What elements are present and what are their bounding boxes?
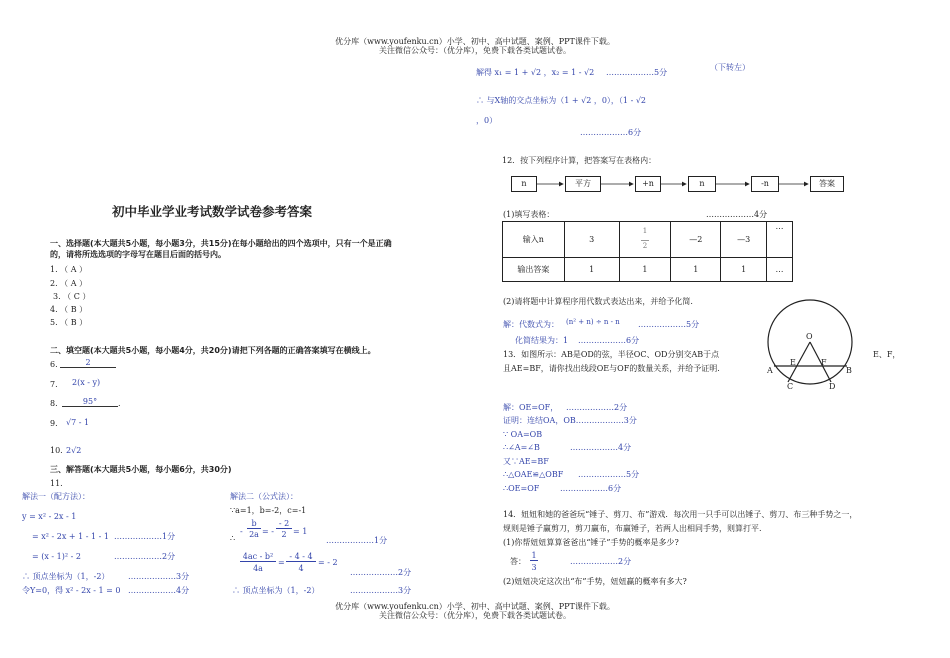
fraction-numerator: 1: [642, 227, 648, 236]
score-mark: ………………1分: [114, 532, 176, 541]
answer-item: 4. （ B ）: [50, 305, 88, 314]
table-cell: 1: [721, 258, 767, 282]
fraction-numerator: - 2: [276, 519, 292, 529]
table-cell: [619, 222, 671, 258]
continued-note: （下转左）: [710, 63, 750, 72]
table-cell: 1: [619, 258, 671, 282]
point-label-a: A: [767, 366, 773, 375]
q8-answer: 95°: [62, 397, 118, 407]
score-mark: ………………2分: [350, 568, 412, 577]
fraction-denominator: 2: [281, 530, 287, 539]
answer-item: 1. （ A ）: [50, 265, 88, 274]
q6-answer: 2: [60, 358, 116, 368]
q8-period: .: [118, 399, 121, 408]
flow-box-answer: 答案: [810, 176, 844, 192]
q13-proof-line: ∴△OAE≌△OBF: [503, 470, 564, 479]
answer-item: 5. （ B ）: [50, 318, 88, 327]
q14-answer-label: 答：: [510, 557, 526, 566]
method-2-line: ∴ 顶点坐标为（1，-2）: [232, 586, 320, 595]
table-cell: —3: [721, 222, 767, 258]
table-cell: —2: [671, 222, 721, 258]
q7-answer: 2(x - y): [72, 378, 101, 387]
method-1-line: 令Y=0，得 x² - 2x - 1 = 0: [22, 586, 121, 595]
fraction-bar: [641, 240, 649, 241]
minus-sign: -: [240, 527, 243, 536]
score-mark: ………………3分: [128, 572, 190, 581]
method-1-line: y = x² - 2x - 1: [22, 512, 77, 521]
table-cell: 输出答案: [503, 258, 565, 282]
q11-solution: 解得 x₁ = 1 + √2 ，x₂ = 1 - √2: [476, 68, 595, 77]
score-mark: ………………6分: [580, 128, 642, 137]
point-label-f: F: [821, 358, 827, 367]
method-1-line: = x² - 2x + 1 - 1 - 1: [32, 532, 109, 541]
method-1-line: = (x - 1)² - 2: [32, 552, 81, 561]
method-1-line: ∴ 顶点坐标为（1，-2）: [22, 572, 110, 581]
table-cell: 1: [671, 258, 721, 282]
score-mark: ………………4分: [570, 443, 632, 452]
flow-box-n: n: [688, 176, 716, 192]
q13-stem-tail: E、F，: [873, 350, 901, 359]
score-mark: ………………4分: [128, 586, 190, 595]
fraction-denominator: 4a: [253, 564, 263, 573]
header-line-2: 关注微信公众号：（优分库），免费下载各类试题试卷。: [379, 46, 571, 55]
q9-number: 9.: [50, 419, 58, 428]
flow-box-add-n: +n: [635, 176, 661, 192]
score-mark: ………………5分: [578, 470, 640, 479]
q13-stem: 13．如图所示：AB是OD的弦，半径OC、OD分别交AB于点: [503, 350, 720, 359]
equals-sign: = -: [262, 527, 274, 536]
q12-answer-label: 解：代数式为：: [503, 320, 559, 329]
method-1-title: 解法一（配方法）：: [22, 492, 90, 501]
q13-solution: 解：OE=OF，: [503, 403, 559, 412]
q11-intersection: ∴ 与X轴的交点坐标为（1 + √2 ，0），（1 - √2: [476, 96, 647, 105]
q14-stem: 14．妞妞和她的爸爸玩“锤子、剪刀、布”游戏．每次用一只手可以出锤子、剪刀、布三种手势之一，: [503, 510, 858, 519]
flow-box-minus-n: -n: [751, 176, 779, 192]
q12-simplified: 化简结果为：1: [515, 336, 569, 345]
q8-number: 8.: [50, 399, 58, 408]
method-2-title: 解法二（公式法）：: [230, 492, 298, 501]
q12-part1: (1)填写表格：: [503, 210, 555, 219]
point-label-e: E: [790, 358, 796, 367]
score-mark: ………………3分: [350, 586, 412, 595]
table-cell: 输入n: [503, 222, 565, 258]
q12-stem: 12．按下列程序计算，把答案写在表格内：: [502, 156, 657, 165]
fraction-numerator: 4ac - b²: [240, 552, 276, 562]
method-2-line: ∵a=1，b=-2，c=-1: [230, 506, 307, 515]
fraction-numerator: b: [247, 519, 261, 529]
q12-table: [502, 221, 793, 282]
answer-item: 3. （ C ）: [53, 292, 91, 301]
score-mark: ………………6分: [578, 336, 640, 345]
q13-stem-2: 且AE=BF，请你找出线段OE与OF的数量关系，并给予证明.: [503, 364, 720, 373]
footer-line-2: 关注微信公众号：（优分库），免费下载各类试题试卷。: [379, 611, 571, 620]
fraction-denominator: 2a: [249, 530, 259, 539]
score-mark: ………………1分: [326, 536, 388, 545]
score-mark: ………………6分: [560, 484, 622, 493]
section-1-heading: 一、选择题(本大题共5小题，每小题3分，共15分)在每小题给出的四个选项中，只有一个是正确: [50, 239, 392, 248]
table-cell: 1: [564, 258, 619, 282]
score-mark: ………………4分: [706, 210, 768, 219]
q13-proof-line: ∵ OA=OB: [503, 430, 543, 439]
q9-answer: √7 - 1: [66, 418, 90, 427]
result: = - 2: [318, 558, 338, 567]
section-3-heading: 三、解答题(本大题共5小题，每小题6分，共30分): [50, 465, 232, 474]
q14-part1: (1)你帮妞妞算算爸爸出“锤子”手势的概率是多少?: [503, 538, 679, 547]
therefore-symbol: ∴: [230, 534, 236, 543]
flow-box-input: n: [511, 176, 537, 192]
section-1-heading-cont: 的，请将所选选项的字母写在题目后面的括号内。: [50, 250, 226, 259]
q12-part2: (2)请将题中计算程序用代数式表达出来，并给予化简.: [503, 297, 693, 306]
q13-proof-line: 又∵AE=BF: [503, 457, 549, 466]
fraction-denominator: 2: [642, 242, 648, 251]
equals-sign: =: [278, 558, 285, 567]
q11-number: 11.: [50, 479, 63, 488]
result: = 1: [293, 527, 308, 536]
score-mark: ………………5分: [606, 68, 668, 77]
q10-number: 10.: [50, 446, 63, 455]
table-cell: …: [767, 258, 793, 282]
score-mark: ………………2分: [570, 557, 632, 566]
page-title: 初中毕业学业考试数学试卷参考答案: [112, 204, 313, 219]
footer-line-1: 优分库（www.youfenku.cn）小学、初中、高中试题、案例、PPT课件下载。: [335, 602, 615, 611]
answer-item: 2. （ A ）: [50, 279, 88, 288]
flow-box-square: 平方: [565, 176, 601, 192]
table-cell: …: [767, 222, 793, 258]
q6-number: 6.: [50, 360, 58, 369]
fraction-denominator: 4: [298, 564, 304, 573]
q13-proof-line: 证明：连结OA，OB………………3分: [503, 416, 637, 425]
point-label-b: B: [846, 366, 852, 375]
q14-stem-2: 规则是锤子赢剪刀，剪刀赢布，布赢锤子，若两人出相同手势，则算打平.: [503, 524, 762, 533]
score-mark: ………………5分: [638, 320, 700, 329]
q10-answer: 2√2: [66, 446, 82, 455]
point-label-o: O: [806, 332, 813, 341]
q12-expression: (n² + n) ÷ n - n: [566, 318, 620, 326]
circle-diagram: [760, 296, 860, 396]
point-label-c: C: [787, 382, 794, 391]
score-mark: ………………2分: [566, 403, 628, 412]
score-mark: ………………2分: [114, 552, 176, 561]
q14-part2: (2)妞妞决定这次出“布”手势，妞妞赢的概率有多大?: [503, 577, 687, 586]
q13-proof-line: ∴∠A=∠B: [503, 443, 540, 452]
q11-intersection-cont: ，0）: [476, 116, 498, 125]
table-cell: 3: [564, 222, 619, 258]
header-line-1: 优分库（www.youfenku.cn）小学、初中、高中试题、案例、PPT课件下载。: [335, 37, 615, 46]
point-label-d: D: [829, 382, 836, 391]
q13-proof-line: ∴OE=OF: [503, 484, 540, 493]
fraction-denominator: 3: [531, 563, 537, 572]
fraction-numerator: 1: [531, 551, 537, 560]
fraction-numerator: - 4 - 4: [286, 552, 316, 562]
section-2-heading: 二、填空题(本大题共5小题，每小题4分，共20分)请把下列各题的正确答案填写在横线上。: [50, 346, 376, 355]
q7-number: 7.: [50, 380, 58, 389]
